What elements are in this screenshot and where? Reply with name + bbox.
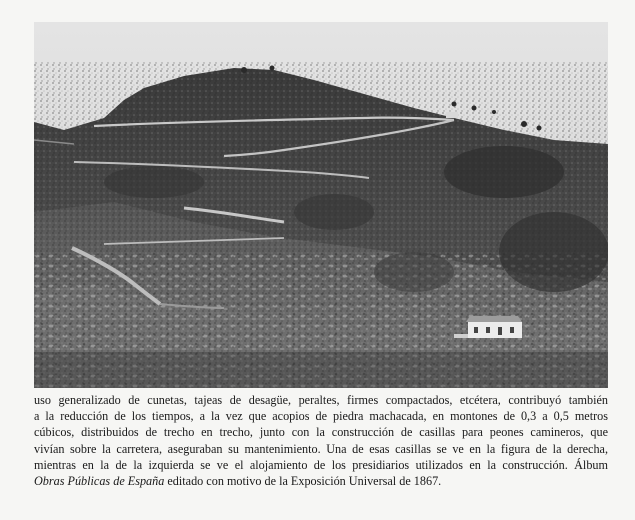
caption-line-5: mientras en la de la izquierda se ve el alojamiento de los presidiarios utilizados en la construcción. Álbum xyxy=(34,457,608,472)
caption-line-1: uso generalizado de cunetas, tajeas de desagüe, peraltes, firmes compactados, etcétera, contribuyó también xyxy=(34,393,608,407)
caption-line-2: a la reducción de los tiempos, a la vez que acopios de piedra machacada, en montones de 0,3 a 0,5 metros xyxy=(34,409,608,424)
landscape-photo-icon xyxy=(34,22,608,388)
caption-line-3: cúbicos, distribuidos de trecho en trecho, junto con la construcción de casillas para peones camineros, que xyxy=(34,425,608,440)
album-title: Obras Públicas de España xyxy=(34,474,165,489)
caption-line-4: vivían sobre la carretera, aseguraban su mantenimiento. Una de esas casillas se ve en la figura de la derecha, xyxy=(34,441,608,456)
historic-road-photograph xyxy=(34,22,608,388)
caption-line-6 xyxy=(34,473,608,489)
figure-caption xyxy=(34,392,608,489)
caption-line-6-rest: editado con motivo de la Exposición Universal de 1867. xyxy=(164,474,442,489)
